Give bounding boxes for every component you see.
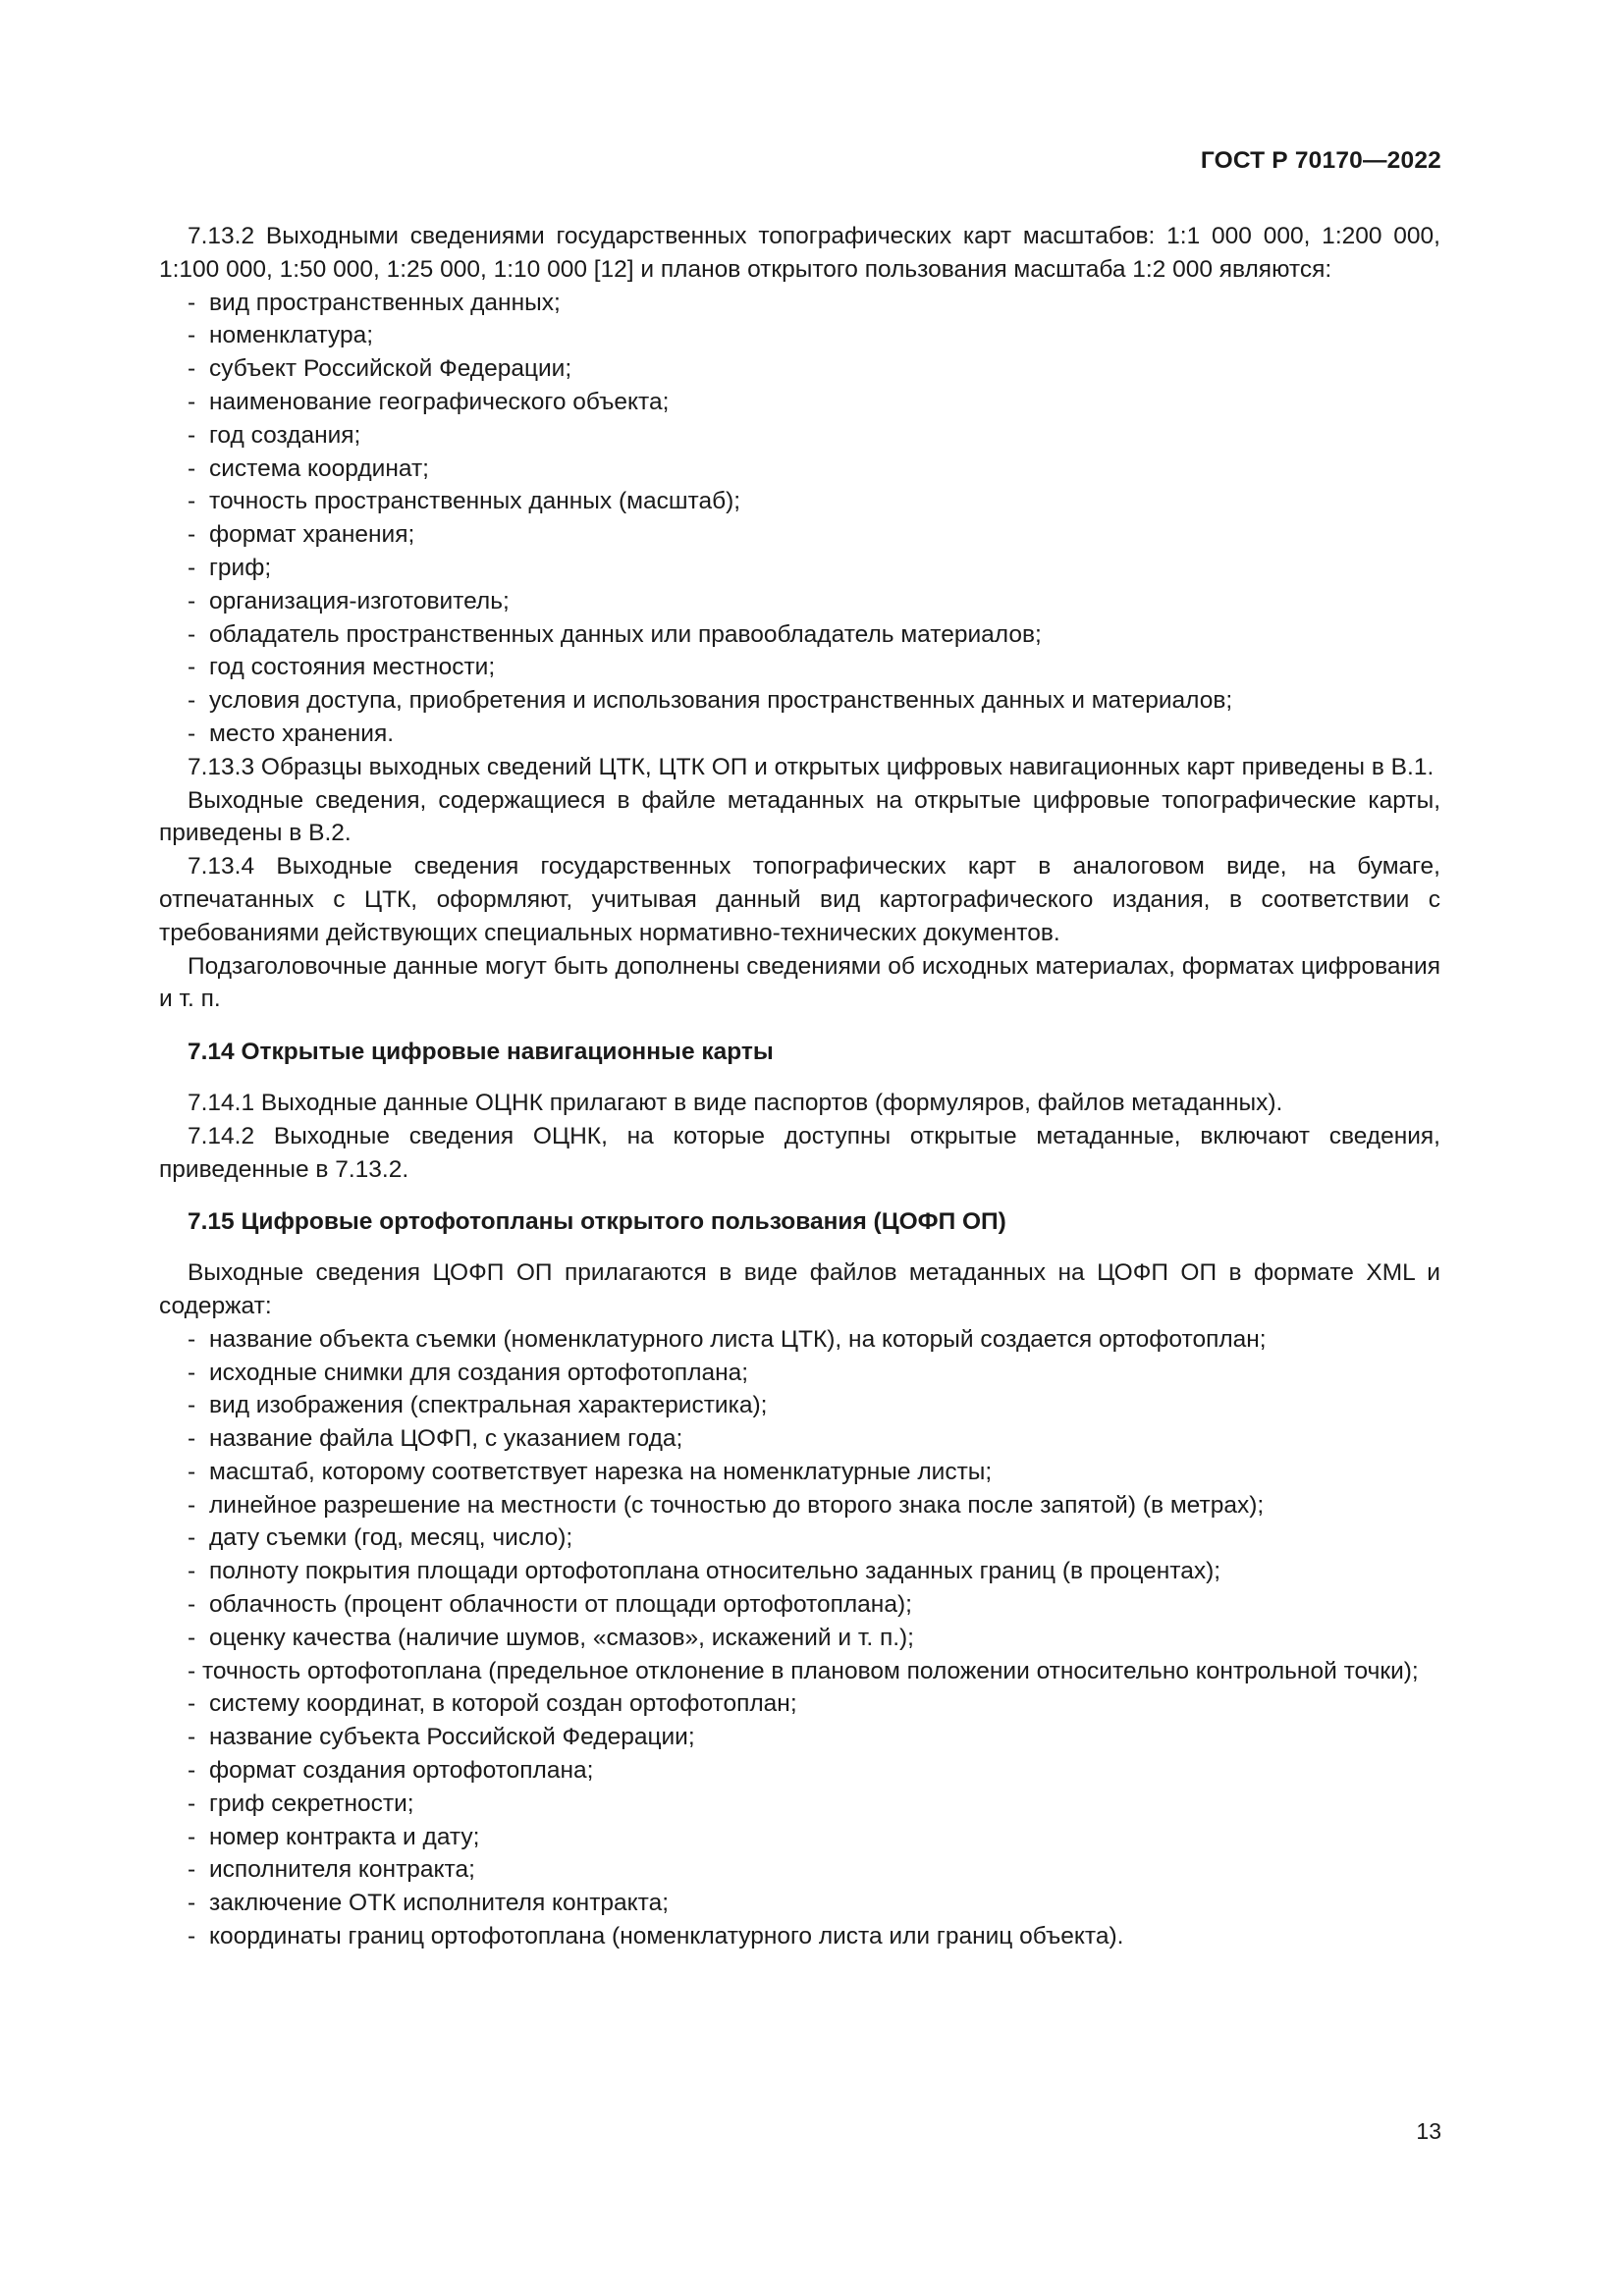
list-dash: - bbox=[188, 620, 196, 648]
list-item bbox=[159, 1422, 1440, 1456]
list-item bbox=[159, 1721, 1440, 1754]
list-dash: - bbox=[188, 1890, 196, 1917]
list-item bbox=[159, 651, 1440, 684]
section-7-13-2-intro: 7.13.2 Выходными сведениями государственных топографических карт масштабов: 1:1 000 000, 1:200 000, 1:100 000, 1:50 000, 1:25 000, 1:10 000 [12] и планов открытого пользования масштаба 1:2 000 являются: bbox=[159, 223, 1440, 283]
list-item bbox=[159, 1887, 1440, 1920]
list-item-text: линейное разрешение на местности (с точностью до второго знака после запятой) (в метрах); bbox=[209, 1491, 1265, 1519]
list-item-text: организация-изготовитель; bbox=[209, 587, 510, 614]
list-item bbox=[159, 1357, 1440, 1390]
list-item-text: наименование географического объекта; bbox=[209, 388, 670, 415]
list-item-text: точность ортофотоплана (предельное отклонение в плановом положении относительно контрольной точки); bbox=[201, 1657, 1419, 1684]
list-item bbox=[159, 618, 1440, 652]
list-item-text: место хранения. bbox=[209, 720, 395, 747]
list-item-text: гриф секретности; bbox=[209, 1789, 414, 1817]
list-item bbox=[159, 1821, 1440, 1854]
list-item-text: условия доступа, приобретения и использования пространственных данных и материалов; bbox=[209, 687, 1233, 715]
section-7-14-1: 7.14.1 Выходные данные ОЦНК прилагают в виде паспортов (формуляров, файлов метаданных). bbox=[188, 1089, 1283, 1116]
list-item bbox=[159, 1754, 1440, 1788]
list-item bbox=[159, 1389, 1440, 1422]
list-item bbox=[159, 1920, 1440, 1953]
list-item-text: заключение ОТК исполнителя контракта; bbox=[209, 1890, 670, 1917]
list-item bbox=[159, 1788, 1440, 1821]
list-item bbox=[159, 718, 1440, 751]
list-item-text: название субъекта Российской Федерации; bbox=[209, 1724, 695, 1751]
list-dash: - bbox=[188, 1690, 196, 1718]
list-item-text: точность пространственных данных (масштаб); bbox=[209, 488, 741, 515]
list-item bbox=[159, 1489, 1440, 1522]
list-item-text: номенклатура; bbox=[209, 322, 374, 349]
list-dash: - bbox=[188, 289, 196, 316]
list-item bbox=[159, 1555, 1440, 1588]
list-item-wrapped bbox=[159, 1655, 1440, 1688]
list-dash: - bbox=[188, 554, 196, 581]
section-7-15-heading: 7.15 Цифровые ортофотопланы открытого пользования (ЦОФП ОП) bbox=[188, 1208, 1006, 1236]
list-dash: - bbox=[188, 1558, 196, 1585]
section-7-14-2: 7.14.2 Выходные сведения ОЦНК, на которые доступны открытые метаданные, включают сведения, приведенные в 7.13.2. bbox=[159, 1122, 1440, 1183]
list-dash: - bbox=[188, 521, 196, 549]
section-7-13-4-p1: 7.13.4 Выходные сведения государственных топографических карт в аналоговом виде, на бумаге, отпечатанных с ЦТК, оформляют, учитывая данный вид картографического издания, в соответствии с требованиями действующих специальных нормативно-технических документов. bbox=[159, 853, 1440, 946]
list-item bbox=[159, 386, 1440, 419]
list-item-text: оценку качества (наличие шумов, «смазов», искажений и т. п.); bbox=[209, 1624, 914, 1651]
list-item bbox=[159, 319, 1440, 352]
list-dash: - bbox=[188, 1856, 196, 1884]
list-item-text: вид изображения (спектральная характеристика); bbox=[209, 1392, 768, 1419]
section-7-13-4-p2: Подзаголовочные данные могут быть дополнены сведениями об исходных материалах, форматах цифрования и т. п. bbox=[159, 952, 1440, 1013]
list-item-text: название объекта съемки (номенклатурного листа ЦТК), на который создается ортофотоплан; bbox=[209, 1325, 1267, 1353]
list-dash: - bbox=[188, 1757, 196, 1785]
list-dash: - bbox=[188, 1325, 196, 1353]
list-item-text: субъект Российской Федерации; bbox=[209, 355, 572, 383]
list-item-text: систему координат, в которой создан ортофотоплан; bbox=[209, 1690, 797, 1718]
list-dash: - bbox=[188, 1524, 196, 1552]
list-item-text: номер контракта и дату; bbox=[209, 1823, 480, 1850]
page-number: 13 bbox=[1416, 2118, 1441, 2144]
list-item bbox=[159, 1522, 1440, 1555]
list-dash: - bbox=[188, 687, 196, 715]
document-body bbox=[159, 220, 1440, 1953]
list-dash: - bbox=[188, 1789, 196, 1817]
list-item-text: исполнителя контракта; bbox=[209, 1856, 475, 1884]
list-dash: - bbox=[188, 587, 196, 614]
list-dash: - bbox=[188, 1359, 196, 1386]
list-item bbox=[159, 453, 1440, 486]
list-item bbox=[159, 419, 1440, 453]
list-dash: - bbox=[188, 1823, 196, 1850]
list-item bbox=[159, 287, 1440, 320]
list-item-text: исходные снимки для создания ортофотоплана; bbox=[209, 1359, 749, 1386]
list-dash: - bbox=[188, 1724, 196, 1751]
list-dash: - bbox=[188, 720, 196, 747]
list-item-text: формат хранения; bbox=[209, 521, 415, 549]
list-item-text: координаты границ ортофотоплана (номенклатурного листа или границ объекта). bbox=[209, 1923, 1124, 1950]
list-item-text: гриф; bbox=[209, 554, 272, 581]
list-item bbox=[159, 552, 1440, 585]
list-dash: - bbox=[188, 1591, 196, 1619]
list-item-text: полноту покрытия площади ортофотоплана относительно заданных границ (в процентах); bbox=[209, 1558, 1221, 1585]
list-dash: - bbox=[188, 322, 196, 349]
list-item-text: год состояния местности; bbox=[209, 654, 496, 681]
list-item bbox=[159, 352, 1440, 386]
list-item bbox=[159, 1323, 1440, 1357]
list-item bbox=[159, 1853, 1440, 1887]
list-dash: - bbox=[188, 1491, 196, 1519]
list-item-text: система координат; bbox=[209, 454, 429, 482]
section-7-14-heading: 7.14 Открытые цифровые навигационные карты bbox=[188, 1039, 774, 1066]
document-id: ГОСТ Р 70170—2022 bbox=[1200, 147, 1441, 174]
list-dash: - bbox=[188, 1458, 196, 1485]
list-dash: - bbox=[188, 488, 196, 515]
section-7-13-3-p2: Выходные сведения, содержащиеся в файле метаданных на открытые цифровые топографические карты, приведены в В.2. bbox=[159, 786, 1440, 847]
list-item-text: облачность (процент облачности от площади ортофотоплана); bbox=[209, 1591, 912, 1619]
list-dash: - bbox=[188, 1425, 196, 1453]
list-dash: - bbox=[188, 454, 196, 482]
list-item-text: масштаб, которому соответствует нарезка на номенклатурные листы; bbox=[209, 1458, 993, 1485]
list-dash: - bbox=[188, 1923, 196, 1950]
list-item bbox=[159, 1687, 1440, 1721]
orthophoto-info-list-b bbox=[159, 1687, 1440, 1952]
list-item-text: формат создания ортофотоплана; bbox=[209, 1757, 594, 1785]
section-7-15-intro: Выходные сведения ЦОФП ОП прилагаются в виде файлов метаданных на ЦОФП ОП в формате XML и содержат: bbox=[159, 1259, 1440, 1319]
list-item bbox=[159, 1588, 1440, 1622]
list-item bbox=[159, 684, 1440, 718]
list-item-text: вид пространственных данных; bbox=[209, 289, 561, 316]
list-dash: - bbox=[188, 654, 196, 681]
list-dash: - bbox=[188, 421, 196, 449]
list-item-text: год создания; bbox=[209, 421, 361, 449]
list-item bbox=[159, 1622, 1440, 1655]
list-item bbox=[159, 485, 1440, 518]
list-dash: - bbox=[188, 1657, 202, 1684]
list-dash: - bbox=[188, 1392, 196, 1419]
list-dash: - bbox=[188, 388, 196, 415]
list-item bbox=[159, 585, 1440, 618]
orthophoto-info-list-a bbox=[159, 1323, 1440, 1655]
list-item bbox=[159, 518, 1440, 552]
list-item-text: обладатель пространственных данных или правообладатель материалов; bbox=[209, 620, 1042, 648]
list-dash: - bbox=[188, 355, 196, 383]
output-info-list bbox=[159, 287, 1440, 751]
section-7-13-3-p1: 7.13.3 Образцы выходных сведений ЦТК, ЦТК ОП и открытых цифровых навигационных карт приведены в В.1. bbox=[188, 753, 1435, 780]
list-item-text: дату съемки (год, месяц, число); bbox=[209, 1524, 573, 1552]
list-dash: - bbox=[188, 1624, 196, 1651]
list-item bbox=[159, 1456, 1440, 1489]
list-item-text: название файла ЦОФП, с указанием года; bbox=[209, 1425, 683, 1453]
